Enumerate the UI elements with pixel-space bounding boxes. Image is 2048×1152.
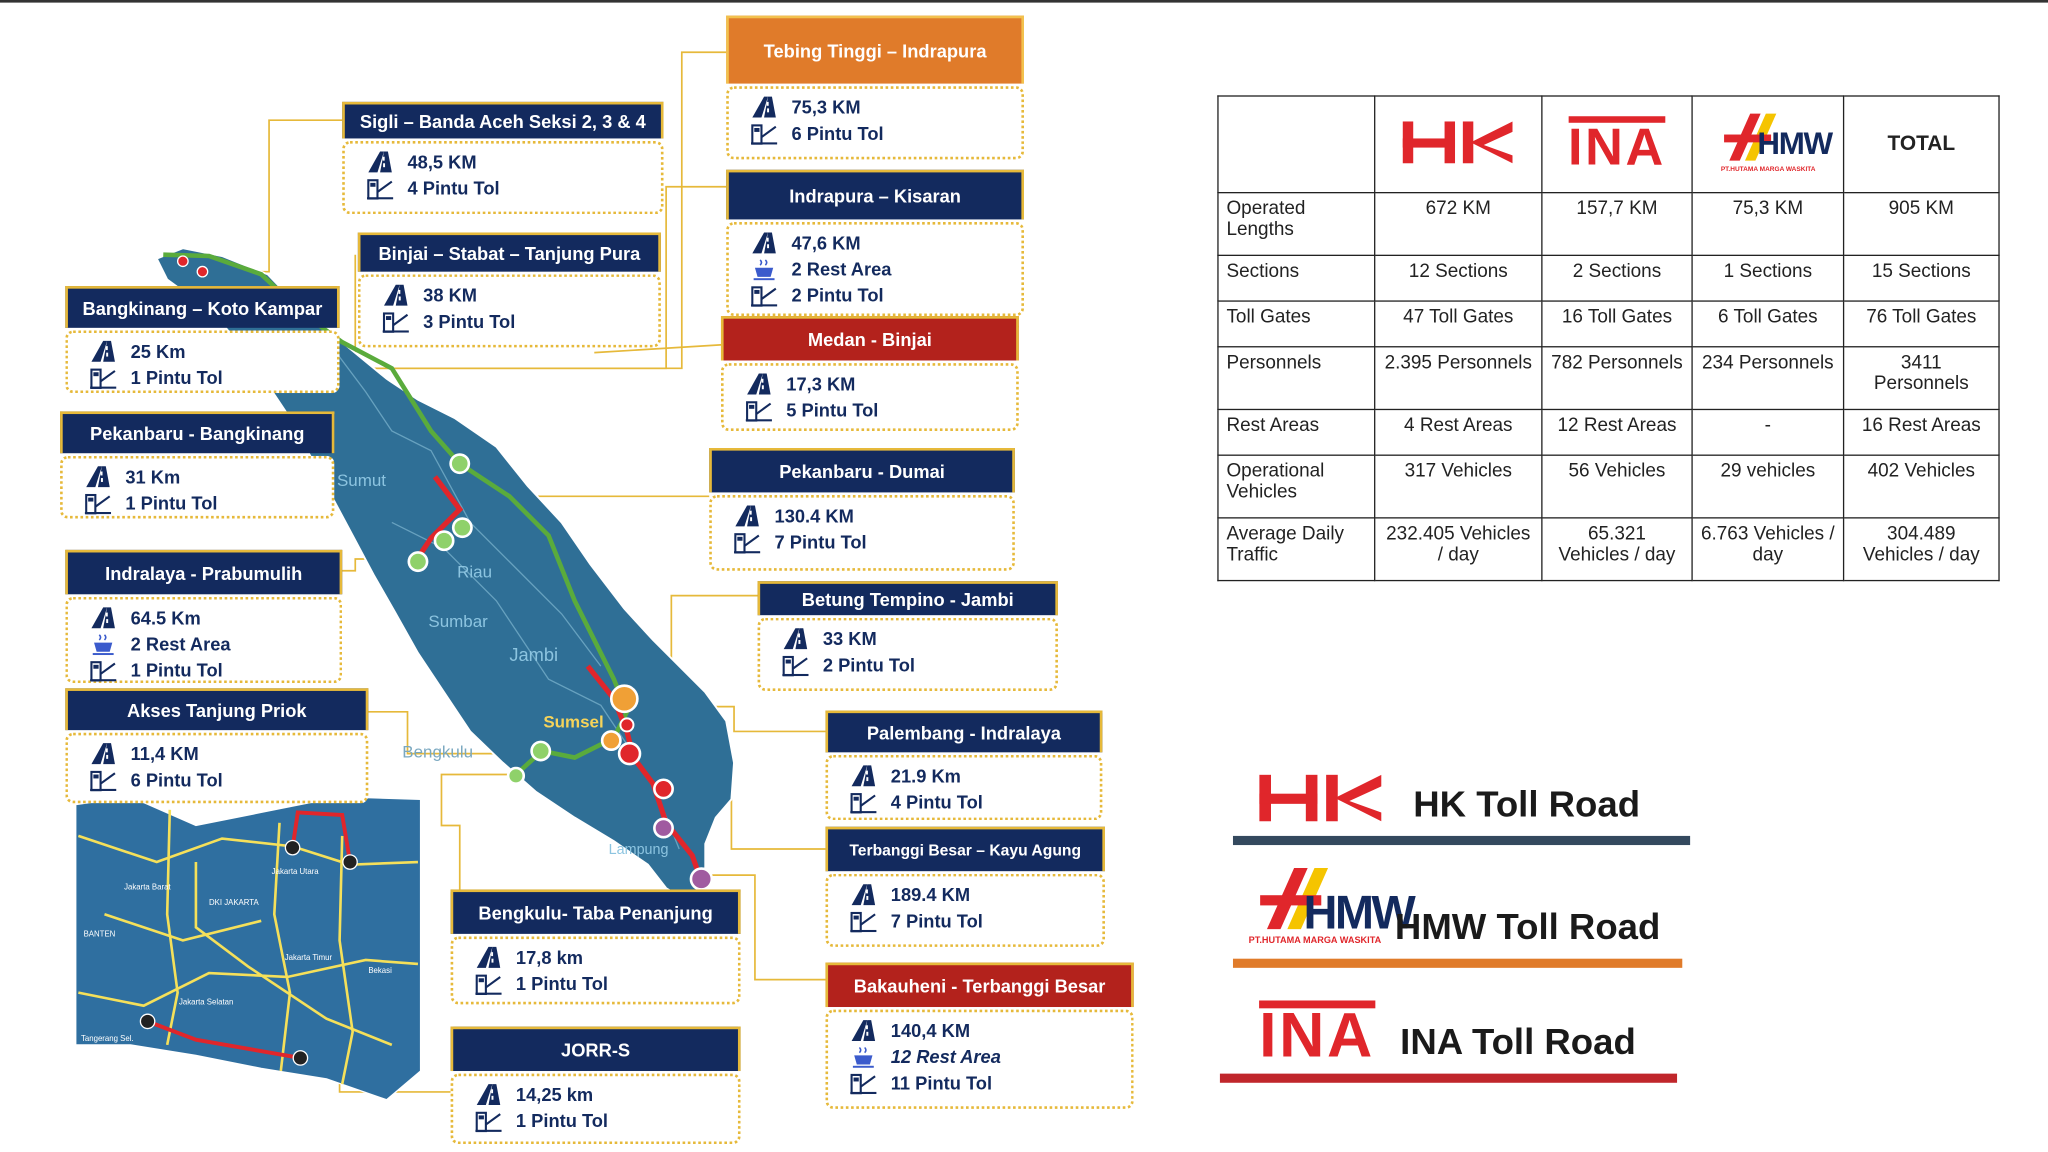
section-title: Akses Tanjung Priok xyxy=(65,688,368,730)
cell-hk: 232.405 Vehicles / day xyxy=(1375,518,1542,581)
hmw-logo-cell xyxy=(1692,96,1844,193)
section-detail-text: 25 Km xyxy=(130,340,186,362)
section-detail-text: 1 Pintu Tol xyxy=(130,659,223,681)
toll-gate-icon xyxy=(744,398,773,422)
section-title: Indralaya - Prabumulih xyxy=(65,550,342,594)
road-icon xyxy=(89,742,118,766)
cell-hk: 2.395 Personnels xyxy=(1375,347,1542,410)
legend-ina xyxy=(1220,995,1690,1089)
toll-gate-icon xyxy=(750,121,779,145)
toll-gate-icon xyxy=(381,310,410,334)
section-detail-row xyxy=(733,529,1013,555)
section-detail-row xyxy=(474,944,738,970)
section-detail-text: 21.9 Km xyxy=(890,765,961,787)
label-sumsel: Sumsel xyxy=(543,712,604,732)
section-details xyxy=(825,1010,1133,1109)
section-detail-row xyxy=(750,120,1022,146)
section-details xyxy=(342,141,663,214)
section-detail-row xyxy=(744,371,1016,397)
section-detail-row xyxy=(474,1081,738,1107)
section-detail-row xyxy=(381,308,658,334)
section-card-bangkinang xyxy=(65,286,339,393)
section-detail-row xyxy=(89,767,366,793)
toll-gate-icon xyxy=(89,366,118,390)
section-detail-row xyxy=(849,882,1102,908)
table-row xyxy=(1218,193,1999,256)
section-detail-text: 17,8 km xyxy=(515,946,584,968)
table-row xyxy=(1218,347,1999,410)
section-card-bakauheni xyxy=(825,963,1133,1109)
road-icon xyxy=(474,1083,503,1107)
label-bengkulu: Bengkulu xyxy=(402,742,474,762)
row-label: Average Daily Traffic xyxy=(1218,518,1375,581)
legend-ina-name: INA Toll Road xyxy=(1400,1021,1636,1062)
operations-stats-table xyxy=(1217,95,1999,581)
section-details xyxy=(726,222,1024,316)
cell-ina: 782 Personnels xyxy=(1542,347,1692,410)
rest-area-icon xyxy=(750,257,779,281)
hk-logo-cell xyxy=(1375,96,1542,193)
section-details xyxy=(709,495,1015,571)
cell-hmw: 234 Personnels xyxy=(1692,347,1844,410)
legend-hmw-name: HMW Toll Road xyxy=(1394,906,1661,947)
cell-ina: 16 Toll Gates xyxy=(1542,301,1692,347)
section-detail-row xyxy=(849,1070,1131,1096)
section-detail-text: 2 Pintu Tol xyxy=(822,654,915,676)
section-title: Indrapura – Kisaran xyxy=(726,170,1024,220)
section-detail-row xyxy=(849,1017,1131,1043)
section-detail-text: 1 Pintu Tol xyxy=(125,492,218,514)
section-detail-text: 4 Pintu Tol xyxy=(890,791,983,813)
section-detail-text: 5 Pintu Tol xyxy=(786,399,879,421)
rest-area-icon xyxy=(849,1045,878,1069)
section-details xyxy=(451,1074,741,1145)
section-title: Tebing Tinggi – Indrapura xyxy=(726,16,1024,84)
cell-ina: 56 Vehicles xyxy=(1542,455,1692,518)
section-title: Sigli – Banda Aceh Seksi 2, 3 & 4 xyxy=(342,102,663,139)
toll-gate-icon xyxy=(84,491,113,515)
section-details xyxy=(65,733,368,804)
section-details xyxy=(358,274,661,347)
section-card-medan xyxy=(721,316,1019,431)
section-detail-row xyxy=(89,741,366,767)
table-row xyxy=(1218,518,1999,581)
toll-gate-icon xyxy=(366,176,395,200)
label-jakarta-barat: Jakarta Barat xyxy=(124,882,171,892)
section-card-priok xyxy=(65,688,368,803)
cell-total: 304.489 Vehicles / day xyxy=(1844,518,1999,581)
section-detail-row xyxy=(744,397,1016,423)
section-detail-row xyxy=(849,763,1100,789)
section-detail-text: 1 Pintu Tol xyxy=(515,973,609,994)
section-detail-text: 7 Pintu Tol xyxy=(774,531,867,553)
cell-ina: 157,7 KM xyxy=(1542,193,1692,256)
label-sumbar: Sumbar xyxy=(428,611,488,631)
road-icon xyxy=(750,231,779,255)
section-detail-row xyxy=(366,175,661,201)
road-icon xyxy=(381,283,410,307)
section-card-pkbangkinang xyxy=(60,411,334,518)
section-detail-text: 11 Pintu Tol xyxy=(890,1072,993,1094)
section-title: Palembang - Indralaya xyxy=(825,711,1102,753)
section-card-indrapura xyxy=(726,170,1024,316)
section-detail-text: 4 Pintu Tol xyxy=(407,177,500,199)
section-card-indralaya xyxy=(65,550,342,683)
section-detail-text: 7 Pintu Tol xyxy=(890,910,983,932)
cell-total: 3411 Personnels xyxy=(1844,347,1999,410)
section-detail-text: 33 KM xyxy=(822,628,877,650)
section-detail-row xyxy=(381,282,658,308)
label-tangerang: Tangerang Sel. xyxy=(80,1033,134,1043)
toll-gate-icon xyxy=(750,283,779,307)
cell-total: 15 Sections xyxy=(1844,255,1999,301)
section-detail-row xyxy=(781,652,1055,678)
legend-hmw xyxy=(1233,865,1703,977)
toll-gate-icon xyxy=(474,1109,503,1133)
section-detail-row xyxy=(750,256,1022,282)
section-detail-row xyxy=(89,364,337,390)
section-card-sigli xyxy=(342,102,663,214)
label-jakarta-selatan: Jakarta Selatan xyxy=(178,997,234,1007)
section-detail-text: 11,4 KM xyxy=(130,743,199,765)
cell-total: 76 Toll Gates xyxy=(1844,301,1999,347)
section-title: Bakauheni - Terbanggi Besar xyxy=(825,963,1133,1007)
section-card-terbanggi xyxy=(825,827,1105,947)
table-header-row xyxy=(1218,96,1999,193)
section-detail-text: 48,5 KM xyxy=(407,151,477,173)
cell-total: 905 KM xyxy=(1844,193,1999,256)
toll-gate-icon xyxy=(849,1071,878,1095)
legend-hmw-bar xyxy=(1233,959,1682,968)
section-detail-text: 1 Pintu Tol xyxy=(130,367,223,388)
section-title: Betung Tempino - Jambi xyxy=(758,581,1058,615)
table-row xyxy=(1218,409,1999,455)
section-title: Binjai – Stabat – Tanjung Pura xyxy=(358,232,661,271)
section-detail-text: 130.4 KM xyxy=(774,505,854,527)
section-detail-text: 31 Km xyxy=(125,466,181,488)
cell-hk: 672 KM xyxy=(1375,193,1542,256)
section-detail-text: 189.4 KM xyxy=(890,884,971,906)
label-sumut: Sumut xyxy=(336,470,387,490)
section-card-jorr xyxy=(451,1027,741,1145)
section-detail-row xyxy=(84,490,332,516)
section-details xyxy=(721,363,1019,431)
toll-gate-icon xyxy=(849,909,878,933)
row-label: Sections xyxy=(1218,255,1375,301)
cell-total: 16 Rest Areas xyxy=(1844,409,1999,455)
cell-ina: 12 Rest Areas xyxy=(1542,409,1692,455)
toll-gate-icon xyxy=(781,653,810,677)
section-details xyxy=(825,755,1102,820)
section-detail-row xyxy=(849,908,1102,934)
row-label: Operated Lengths xyxy=(1218,193,1375,256)
section-details xyxy=(65,330,339,393)
section-detail-text: 140,4 KM xyxy=(890,1020,971,1041)
section-detail-text: 3 Pintu Tol xyxy=(423,310,516,332)
road-icon xyxy=(849,1019,878,1043)
table-row xyxy=(1218,255,1999,301)
section-detail-row xyxy=(849,1044,1131,1070)
toll-gate-icon xyxy=(474,972,503,996)
hk-legend-logo xyxy=(1256,768,1387,828)
section-card-palembang xyxy=(825,711,1102,821)
section-detail-row xyxy=(733,503,1013,529)
cell-hmw: 6 Toll Gates xyxy=(1692,301,1844,347)
section-detail-row xyxy=(89,338,337,364)
section-detail-row xyxy=(366,149,661,175)
legend-hk xyxy=(1233,768,1703,852)
cell-hk: 12 Sections xyxy=(1375,255,1542,301)
cell-hmw: 75,3 KM xyxy=(1692,193,1844,256)
section-detail-text: 1 Pintu Tol xyxy=(515,1110,609,1132)
section-card-pkdumai xyxy=(709,448,1015,571)
section-title: JORR-S xyxy=(451,1027,741,1071)
section-card-betung xyxy=(758,581,1058,691)
section-title: Pekanbaru - Dumai xyxy=(709,448,1015,492)
section-title: Pekanbaru - Bangkinang xyxy=(60,411,334,453)
row-label: Toll Gates xyxy=(1218,301,1375,347)
section-detail-row xyxy=(84,464,332,490)
svg-text:HK: HK xyxy=(1458,165,1461,167)
section-title: Bengkulu- Taba Penanjung xyxy=(451,889,741,933)
road-icon xyxy=(84,465,113,489)
section-detail-row xyxy=(781,626,1055,652)
section-details xyxy=(726,86,1024,159)
toll-gate-icon xyxy=(89,658,118,682)
jakarta-inset xyxy=(76,797,421,1100)
cell-total: 402 Vehicles xyxy=(1844,455,1999,518)
road-icon xyxy=(781,627,810,651)
section-detail-text: 47,6 KM xyxy=(791,232,861,254)
label-lampung: Lampung xyxy=(608,842,669,859)
section-detail-row xyxy=(849,789,1100,815)
row-label: Personnels xyxy=(1218,347,1375,410)
road-icon xyxy=(733,504,762,528)
legend-ina-bar xyxy=(1220,1074,1677,1083)
section-detail-text: 17,3 KM xyxy=(786,373,856,395)
section-title: Bangkinang – Koto Kampar xyxy=(65,286,339,328)
label-dki: DKI JAKARTA xyxy=(208,898,259,908)
section-detail-text: 38 KM xyxy=(423,284,478,306)
section-detail-row xyxy=(750,94,1022,120)
label-jakarta-timur: Jakarta Timur xyxy=(284,952,333,962)
section-detail-text: 2 Rest Area xyxy=(130,633,231,655)
table-row xyxy=(1218,455,1999,518)
cell-hmw: 6.763 Vehicles / day xyxy=(1692,518,1844,581)
section-details xyxy=(758,618,1058,691)
section-detail-text: 12 Rest Area xyxy=(890,1046,1001,1068)
table-row xyxy=(1218,301,1999,347)
section-detail-row xyxy=(474,1108,738,1134)
hk-logo xyxy=(1400,116,1518,168)
section-detail-text: 6 Pintu Tol xyxy=(791,122,884,144)
row-label: Operational Vehicles xyxy=(1218,455,1375,518)
cell-hk: 317 Vehicles xyxy=(1375,455,1542,518)
road-icon xyxy=(849,764,878,788)
cell-hmw: - xyxy=(1692,409,1844,455)
section-detail-row xyxy=(89,657,340,683)
section-detail-row xyxy=(750,282,1022,308)
label-riau: Riau xyxy=(457,562,493,582)
road-icon xyxy=(849,883,878,907)
section-card-binjai xyxy=(358,232,661,347)
cell-ina: 65.321 Vehicles / day xyxy=(1542,518,1692,581)
label-banten: BANTEN xyxy=(83,929,116,939)
section-detail-text: 75,3 KM xyxy=(791,96,861,118)
section-detail-text: 2 Pintu Tol xyxy=(791,284,884,306)
section-detail-row xyxy=(474,970,738,996)
section-details xyxy=(65,597,342,683)
section-title: Terbanggi Besar – Kayu Agung xyxy=(825,827,1105,871)
total-header: TOTAL xyxy=(1844,96,1999,193)
hmw-legend-logo: HMW PT.HUTAMA MARGA WASKITA xyxy=(1246,865,1390,951)
table-body xyxy=(1218,193,1999,581)
cell-ina: 2 Sections xyxy=(1542,255,1692,301)
section-detail-text: 6 Pintu Tol xyxy=(130,769,223,791)
road-icon xyxy=(750,95,779,119)
cell-hmw: 1 Sections xyxy=(1692,255,1844,301)
section-details xyxy=(451,936,741,1004)
label-jakarta-utara: Jakarta Utara xyxy=(271,866,319,876)
section-card-tebing xyxy=(726,16,1024,160)
road-icon xyxy=(89,606,118,630)
toll-gate-icon xyxy=(849,790,878,814)
toll-gate-icon xyxy=(733,530,762,554)
section-detail-text: 64.5 Km xyxy=(130,607,201,629)
road-icon xyxy=(366,150,395,174)
ina-logo-cell xyxy=(1542,96,1692,193)
cell-hmw: 29 vehicles xyxy=(1692,455,1844,518)
row-label: Rest Areas xyxy=(1218,409,1375,455)
section-details xyxy=(825,874,1105,947)
legend-hk-bar xyxy=(1233,836,1690,845)
cell-hk: 4 Rest Areas xyxy=(1375,409,1542,455)
rest-area-icon xyxy=(89,632,118,656)
toll-gate-icon xyxy=(89,768,118,792)
ina-logo: INA xyxy=(1568,116,1666,172)
hmw-logo: HMW PT.HUTAMA MARGA WASKITA xyxy=(1721,110,1815,178)
section-detail-row xyxy=(89,631,340,657)
section-title: Medan - Binjai xyxy=(721,316,1019,360)
ina-legend-logo: INA xyxy=(1259,1001,1375,1072)
section-detail-text: 2 Rest Area xyxy=(791,258,892,280)
section-detail-row xyxy=(750,230,1022,256)
label-jambi: Jambi xyxy=(509,643,559,665)
section-details xyxy=(60,456,334,519)
section-detail-text: 14,25 km xyxy=(515,1084,594,1105)
road-icon xyxy=(474,946,503,970)
cell-hk: 47 Toll Gates xyxy=(1375,301,1542,347)
road-icon xyxy=(744,372,773,396)
label-bekasi: Bekasi xyxy=(368,966,392,976)
road-icon xyxy=(89,340,118,364)
legend-hk-name: HK Toll Road xyxy=(1413,783,1641,825)
section-detail-row xyxy=(89,605,340,631)
section-card-bengkulu xyxy=(451,889,741,1004)
